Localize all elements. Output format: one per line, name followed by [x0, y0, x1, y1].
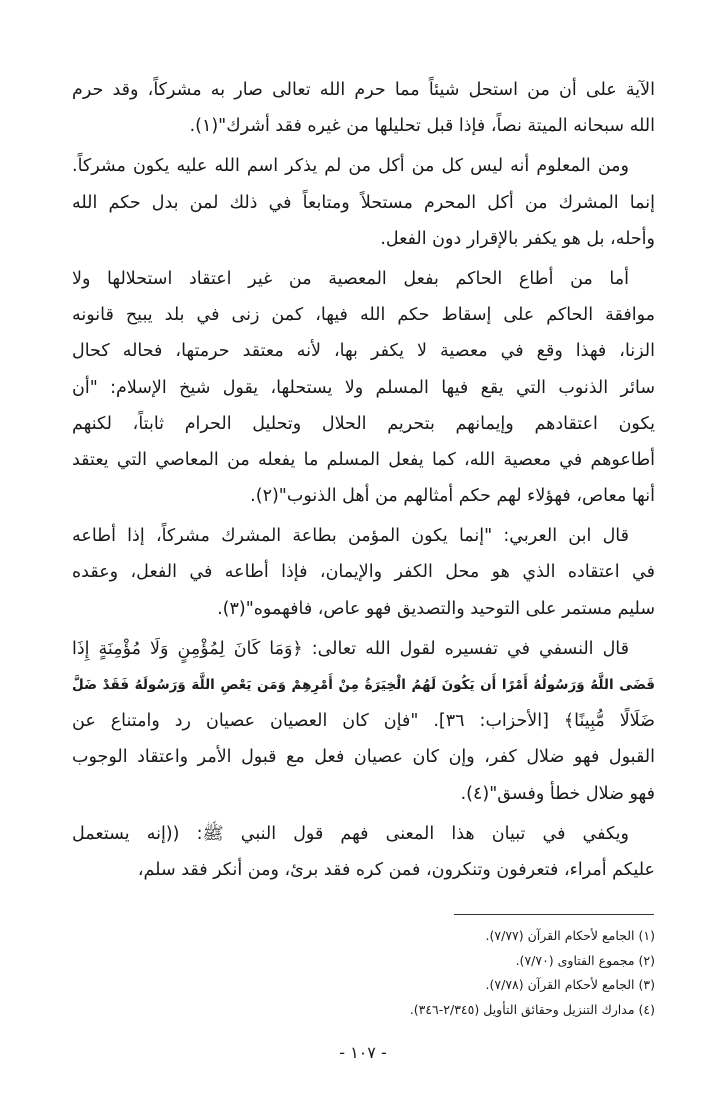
body-line: عليكم أمراء، فتعرفون وتنكرون، فمن كره فقد برئ، ومن أنكر فقد سلم، — [137, 859, 655, 880]
body-line: أما من أطاع الحاكم بفعل المعصية من غير اعتقاد استحلالها ولا — [72, 268, 629, 289]
body-line: قال ابن العربي: "إنما يكون المؤمن بطاعة المشرك مشركاً، إذا أطاعه — [72, 526, 629, 547]
quran-verse-line: قَضَى اللَّهُ وَرَسُولُهُ أَمْرًا أَن يَكُونَ لَهُمُ الْخِيَرَةُ مِنْ أَمْرِهِمْ وَمَن يَعْصِ اللَّهَ وَرَسُولَهُ فَقَدْ ضَلَّ — [72, 677, 655, 693]
footnote-divider — [454, 914, 654, 915]
body-line: ضَلَالًا مُّبِينًا﴾ [الأحزاب: ٣٦]. "فإن كان العصيان عصيان رد وامتناع عن — [72, 711, 655, 732]
body-line: الآية على أن من استحل شيئاً مما حرم الله تعالى صار به مشركاً، وقد حرم — [72, 80, 655, 100]
body-line: القبول فهو ضلال كفر، وإن كان عصيان فعل مع قبول الأمر واعتقاد الوجوب — [72, 747, 655, 768]
body-line: ومن المعلوم أنه ليس كل من أكل من لم يذكر اسم الله عليه يكون مشركاً. — [72, 156, 629, 177]
footnote: (٣) الجامع لأحكام القرآن (٧/٧٨). — [485, 977, 655, 992]
body-line: أطاعوهم في معصية الله، كما يفعل المسلم ما يفعله من المعاصي التي يعتقد — [72, 449, 655, 470]
body-line: في اعتقاده الذي هو محل الكفر والإيمان، فإذا أطاعه في الفعل، وعقده — [72, 562, 655, 583]
body-line: الله سبحانه الميتة نصاً، فإذا قبل تحليلها من غيره فقد أشرك"(١). — [189, 116, 655, 137]
body-line: ويكفي في تبيان هذا المعنى فهم قول النبي ﷺ: ((إنه يستعمل — [72, 823, 629, 844]
body-line: فهو ضلال خطأ وفسق"(٤). — [460, 783, 655, 804]
body-line: موافقة الحاكم على إسقاط حكم الله فيها، كمن زنى في بلد يبيح قانونه — [72, 305, 655, 326]
body-line: الزنا، فهذا وقع في معصية لا يكفر بها، لأنه معتقد حرمتها، فحاله كحال — [72, 341, 655, 362]
footnote: (٤) مدارك التنزيل وحقائق التأويل (٢/٣٤٥-٣٤٦). — [409, 1001, 655, 1017]
footnote: (٢) مجموع الفتاوى (٧/٧٠). — [515, 952, 655, 968]
body-line: أنها معاص، فهؤلاء لهم حكم أمثالهم من أهل الذنوب"(٢). — [250, 486, 655, 507]
page-number: - ١٠٧ - — [339, 1043, 387, 1062]
body-line: إنما المشرك من أكل المحرم مستحلاً ومتابعاً في ذلك لمن بدل حكم الله — [72, 192, 655, 213]
footnotes — [72, 924, 655, 1022]
body-line: سائر الذنوب التي يقع فيها المسلم ولا يستحلها، يقول شيخ الإسلام: "أن — [72, 377, 655, 398]
body-line: يكون اعتقادهم وإيمانهم بتحريم الحلال وتحليل الحرام ثابتاً، لكنهم — [72, 413, 655, 434]
body-line: وأحله، بل هو يكفر بالإقرار دون الفعل. — [380, 228, 655, 249]
body-line: سليم مستمر على التوحيد والتصديق فهو عاص، فافهموه"(٣). — [217, 598, 655, 619]
footnote: (١) الجامع لأحكام القرآن (٧/٧٧). — [485, 928, 655, 943]
body-text — [72, 72, 655, 888]
body-line: قال النسفي في تفسيره لقول الله تعالى: ﴿وَمَا كَانَ لِمُؤْمِنٍ وَلَا مُؤْمِنَةٍ إِذَا — [72, 638, 629, 659]
